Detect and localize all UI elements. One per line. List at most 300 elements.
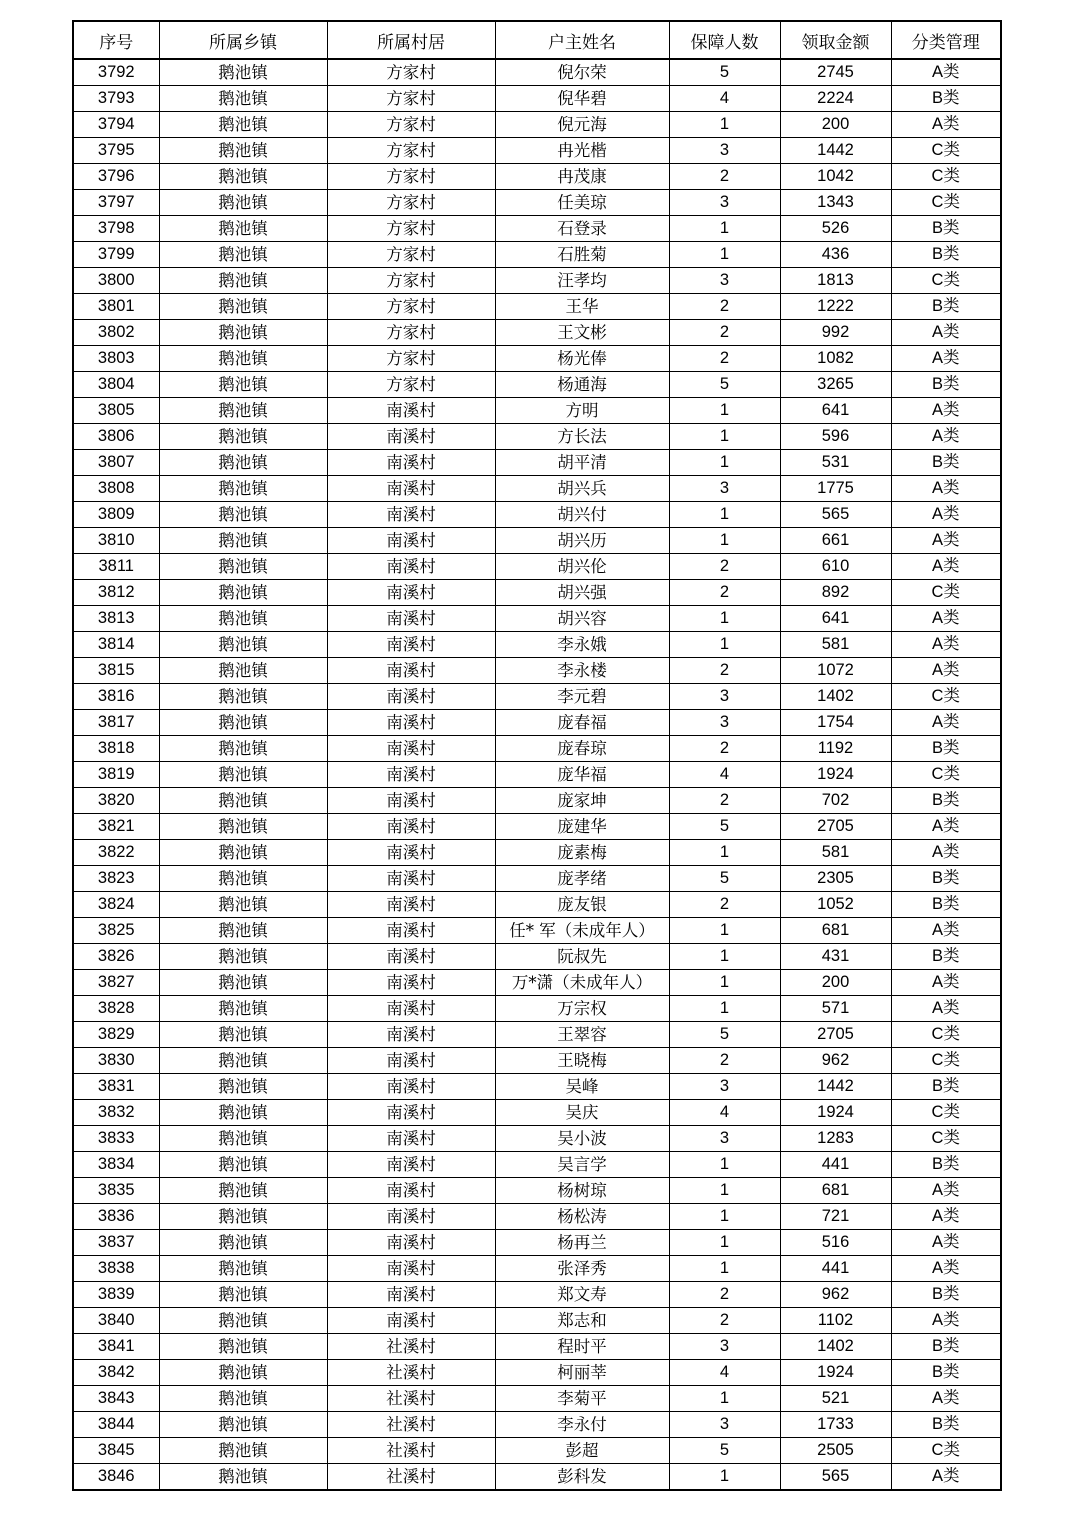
header-seq: 序号 bbox=[73, 21, 159, 59]
amount-cell: 2705 bbox=[780, 814, 891, 840]
amount-cell: 1775 bbox=[780, 476, 891, 502]
category-cell: B类 bbox=[891, 242, 1001, 268]
householder-cell: 王华 bbox=[495, 294, 669, 320]
covered-persons-cell: 2 bbox=[669, 892, 780, 918]
category-cell: A类 bbox=[891, 970, 1001, 996]
amount-cell: 1754 bbox=[780, 710, 891, 736]
householder-cell: 庞素梅 bbox=[495, 840, 669, 866]
seq-cell: 3841 bbox=[73, 1334, 159, 1360]
village-cell: 方家村 bbox=[327, 320, 495, 346]
seq-cell: 3825 bbox=[73, 918, 159, 944]
covered-persons-cell: 5 bbox=[669, 372, 780, 398]
amount-cell: 3265 bbox=[780, 372, 891, 398]
householder-cell: 杨树琼 bbox=[495, 1178, 669, 1204]
householder-cell: 王文彬 bbox=[495, 320, 669, 346]
village-cell: 南溪村 bbox=[327, 1126, 495, 1152]
amount-cell: 1924 bbox=[780, 1360, 891, 1386]
covered-persons-cell: 1 bbox=[669, 606, 780, 632]
householder-cell: 石胜菊 bbox=[495, 242, 669, 268]
town-cell: 鹅池镇 bbox=[159, 1464, 327, 1491]
town-cell: 鹅池镇 bbox=[159, 528, 327, 554]
village-cell: 社溪村 bbox=[327, 1334, 495, 1360]
householder-cell: 倪尔荣 bbox=[495, 59, 669, 86]
householder-cell: 李永娥 bbox=[495, 632, 669, 658]
town-cell: 鹅池镇 bbox=[159, 1282, 327, 1308]
seq-cell: 3809 bbox=[73, 502, 159, 528]
covered-persons-cell: 2 bbox=[669, 788, 780, 814]
seq-cell: 3824 bbox=[73, 892, 159, 918]
covered-persons-cell: 3 bbox=[669, 710, 780, 736]
covered-persons-cell: 5 bbox=[669, 866, 780, 892]
header-covered-persons: 保障人数 bbox=[669, 21, 780, 59]
village-cell: 南溪村 bbox=[327, 840, 495, 866]
category-cell: C类 bbox=[891, 1022, 1001, 1048]
category-cell: A类 bbox=[891, 1204, 1001, 1230]
village-cell: 南溪村 bbox=[327, 1204, 495, 1230]
covered-persons-cell: 3 bbox=[669, 1074, 780, 1100]
amount-cell: 526 bbox=[780, 216, 891, 242]
table-row bbox=[73, 840, 1001, 866]
table-body bbox=[73, 59, 1001, 1490]
householder-cell: 李元碧 bbox=[495, 684, 669, 710]
category-cell: A类 bbox=[891, 398, 1001, 424]
village-cell: 社溪村 bbox=[327, 1360, 495, 1386]
seq-cell: 3838 bbox=[73, 1256, 159, 1282]
town-cell: 鹅池镇 bbox=[159, 814, 327, 840]
householder-cell: 彭超 bbox=[495, 1438, 669, 1464]
village-cell: 南溪村 bbox=[327, 1100, 495, 1126]
village-cell: 南溪村 bbox=[327, 632, 495, 658]
householder-cell: 庞春福 bbox=[495, 710, 669, 736]
village-cell: 方家村 bbox=[327, 294, 495, 320]
amount-cell: 661 bbox=[780, 528, 891, 554]
category-cell: A类 bbox=[891, 528, 1001, 554]
category-cell: A类 bbox=[891, 59, 1001, 86]
village-cell: 南溪村 bbox=[327, 606, 495, 632]
householder-cell: 程时平 bbox=[495, 1334, 669, 1360]
seq-cell: 3837 bbox=[73, 1230, 159, 1256]
table-row bbox=[73, 476, 1001, 502]
covered-persons-cell: 1 bbox=[669, 970, 780, 996]
table-row bbox=[73, 1334, 1001, 1360]
town-cell: 鹅池镇 bbox=[159, 502, 327, 528]
covered-persons-cell: 1 bbox=[669, 528, 780, 554]
category-cell: A类 bbox=[891, 554, 1001, 580]
amount-cell: 1442 bbox=[780, 1074, 891, 1100]
seq-cell: 3840 bbox=[73, 1308, 159, 1334]
covered-persons-cell: 4 bbox=[669, 1360, 780, 1386]
covered-persons-cell: 5 bbox=[669, 1022, 780, 1048]
seq-cell: 3797 bbox=[73, 190, 159, 216]
amount-cell: 565 bbox=[780, 502, 891, 528]
table-row bbox=[73, 372, 1001, 398]
householder-cell: 李永付 bbox=[495, 1412, 669, 1438]
town-cell: 鹅池镇 bbox=[159, 684, 327, 710]
table-row bbox=[73, 1178, 1001, 1204]
amount-cell: 1442 bbox=[780, 138, 891, 164]
covered-persons-cell: 3 bbox=[669, 1334, 780, 1360]
town-cell: 鹅池镇 bbox=[159, 190, 327, 216]
village-cell: 南溪村 bbox=[327, 658, 495, 684]
village-cell: 方家村 bbox=[327, 59, 495, 86]
town-cell: 鹅池镇 bbox=[159, 1178, 327, 1204]
seq-cell: 3819 bbox=[73, 762, 159, 788]
amount-cell: 1222 bbox=[780, 294, 891, 320]
village-cell: 方家村 bbox=[327, 112, 495, 138]
amount-cell: 610 bbox=[780, 554, 891, 580]
table-row bbox=[73, 1230, 1001, 1256]
covered-persons-cell: 1 bbox=[669, 996, 780, 1022]
amount-cell: 962 bbox=[780, 1048, 891, 1074]
amount-cell: 1283 bbox=[780, 1126, 891, 1152]
householder-cell: 杨再兰 bbox=[495, 1230, 669, 1256]
covered-persons-cell: 1 bbox=[669, 1152, 780, 1178]
householder-cell: 方明 bbox=[495, 398, 669, 424]
householder-cell: 任* 军（未成年人） bbox=[495, 918, 669, 944]
amount-cell: 516 bbox=[780, 1230, 891, 1256]
covered-persons-cell: 2 bbox=[669, 320, 780, 346]
category-cell: A类 bbox=[891, 996, 1001, 1022]
seq-cell: 3794 bbox=[73, 112, 159, 138]
householder-cell: 汪孝均 bbox=[495, 268, 669, 294]
category-cell: C类 bbox=[891, 1126, 1001, 1152]
amount-cell: 1813 bbox=[780, 268, 891, 294]
town-cell: 鹅池镇 bbox=[159, 1230, 327, 1256]
town-cell: 鹅池镇 bbox=[159, 970, 327, 996]
amount-cell: 2224 bbox=[780, 86, 891, 112]
table-row bbox=[73, 268, 1001, 294]
village-cell: 南溪村 bbox=[327, 970, 495, 996]
householder-cell: 胡平清 bbox=[495, 450, 669, 476]
category-cell: C类 bbox=[891, 684, 1001, 710]
table-row bbox=[73, 580, 1001, 606]
category-cell: A类 bbox=[891, 112, 1001, 138]
amount-cell: 2305 bbox=[780, 866, 891, 892]
seq-cell: 3815 bbox=[73, 658, 159, 684]
village-cell: 南溪村 bbox=[327, 580, 495, 606]
seq-cell: 3807 bbox=[73, 450, 159, 476]
town-cell: 鹅池镇 bbox=[159, 1256, 327, 1282]
village-cell: 南溪村 bbox=[327, 528, 495, 554]
category-cell: C类 bbox=[891, 268, 1001, 294]
householder-cell: 胡兴伦 bbox=[495, 554, 669, 580]
amount-cell: 962 bbox=[780, 1282, 891, 1308]
covered-persons-cell: 4 bbox=[669, 86, 780, 112]
seq-cell: 3827 bbox=[73, 970, 159, 996]
category-cell: B类 bbox=[891, 1074, 1001, 1100]
seq-cell: 3805 bbox=[73, 398, 159, 424]
seq-cell: 3792 bbox=[73, 59, 159, 86]
amount-cell: 2705 bbox=[780, 1022, 891, 1048]
seq-cell: 3806 bbox=[73, 424, 159, 450]
seq-cell: 3814 bbox=[73, 632, 159, 658]
covered-persons-cell: 4 bbox=[669, 1100, 780, 1126]
town-cell: 鹅池镇 bbox=[159, 450, 327, 476]
seq-cell: 3798 bbox=[73, 216, 159, 242]
town-cell: 鹅池镇 bbox=[159, 1152, 327, 1178]
village-cell: 南溪村 bbox=[327, 944, 495, 970]
header-village: 所属村居 bbox=[327, 21, 495, 59]
seq-cell: 3818 bbox=[73, 736, 159, 762]
village-cell: 方家村 bbox=[327, 138, 495, 164]
town-cell: 鹅池镇 bbox=[159, 1204, 327, 1230]
category-cell: C类 bbox=[891, 762, 1001, 788]
covered-persons-cell: 2 bbox=[669, 658, 780, 684]
covered-persons-cell: 2 bbox=[669, 164, 780, 190]
householder-cell: 吴言学 bbox=[495, 1152, 669, 1178]
seq-cell: 3808 bbox=[73, 476, 159, 502]
table-row bbox=[73, 762, 1001, 788]
householder-cell: 胡兴兵 bbox=[495, 476, 669, 502]
village-cell: 社溪村 bbox=[327, 1412, 495, 1438]
seq-cell: 3802 bbox=[73, 320, 159, 346]
amount-cell: 702 bbox=[780, 788, 891, 814]
category-cell: C类 bbox=[891, 164, 1001, 190]
category-cell: C类 bbox=[891, 190, 1001, 216]
table-row bbox=[73, 138, 1001, 164]
householder-cell: 冉光楷 bbox=[495, 138, 669, 164]
amount-cell: 200 bbox=[780, 112, 891, 138]
village-cell: 方家村 bbox=[327, 268, 495, 294]
householder-cell: 彭科发 bbox=[495, 1464, 669, 1491]
amount-cell: 2745 bbox=[780, 59, 891, 86]
amount-cell: 431 bbox=[780, 944, 891, 970]
category-cell: C类 bbox=[891, 580, 1001, 606]
table-row bbox=[73, 502, 1001, 528]
amount-cell: 641 bbox=[780, 606, 891, 632]
covered-persons-cell: 2 bbox=[669, 736, 780, 762]
town-cell: 鹅池镇 bbox=[159, 1308, 327, 1334]
village-cell: 南溪村 bbox=[327, 710, 495, 736]
householder-cell: 庞建华 bbox=[495, 814, 669, 840]
category-cell: B类 bbox=[891, 450, 1001, 476]
amount-cell: 436 bbox=[780, 242, 891, 268]
category-cell: C类 bbox=[891, 1438, 1001, 1464]
table-row bbox=[73, 294, 1001, 320]
category-cell: A类 bbox=[891, 1386, 1001, 1412]
amount-cell: 1343 bbox=[780, 190, 891, 216]
amount-cell: 1924 bbox=[780, 762, 891, 788]
covered-persons-cell: 2 bbox=[669, 346, 780, 372]
category-cell: A类 bbox=[891, 502, 1001, 528]
town-cell: 鹅池镇 bbox=[159, 1048, 327, 1074]
covered-persons-cell: 3 bbox=[669, 138, 780, 164]
category-cell: A类 bbox=[891, 814, 1001, 840]
seq-cell: 3822 bbox=[73, 840, 159, 866]
covered-persons-cell: 2 bbox=[669, 1308, 780, 1334]
amount-cell: 721 bbox=[780, 1204, 891, 1230]
category-cell: B类 bbox=[891, 944, 1001, 970]
town-cell: 鹅池镇 bbox=[159, 944, 327, 970]
table-row bbox=[73, 1048, 1001, 1074]
town-cell: 鹅池镇 bbox=[159, 294, 327, 320]
covered-persons-cell: 2 bbox=[669, 1048, 780, 1074]
amount-cell: 641 bbox=[780, 398, 891, 424]
householder-cell: 王翠容 bbox=[495, 1022, 669, 1048]
householder-cell: 阮叔先 bbox=[495, 944, 669, 970]
village-cell: 南溪村 bbox=[327, 814, 495, 840]
town-cell: 鹅池镇 bbox=[159, 112, 327, 138]
village-cell: 南溪村 bbox=[327, 554, 495, 580]
category-cell: A类 bbox=[891, 1308, 1001, 1334]
householder-cell: 杨光俸 bbox=[495, 346, 669, 372]
covered-persons-cell: 1 bbox=[669, 398, 780, 424]
table-row bbox=[73, 1438, 1001, 1464]
covered-persons-cell: 2 bbox=[669, 294, 780, 320]
covered-persons-cell: 1 bbox=[669, 424, 780, 450]
seq-cell: 3843 bbox=[73, 1386, 159, 1412]
covered-persons-cell: 1 bbox=[669, 450, 780, 476]
village-cell: 南溪村 bbox=[327, 1152, 495, 1178]
town-cell: 鹅池镇 bbox=[159, 1386, 327, 1412]
table-row bbox=[73, 1308, 1001, 1334]
town-cell: 鹅池镇 bbox=[159, 398, 327, 424]
householder-cell: 万*潇（未成年人） bbox=[495, 970, 669, 996]
town-cell: 鹅池镇 bbox=[159, 164, 327, 190]
householder-cell: 胡兴容 bbox=[495, 606, 669, 632]
amount-cell: 565 bbox=[780, 1464, 891, 1491]
householder-cell: 庞孝绪 bbox=[495, 866, 669, 892]
table-row bbox=[73, 866, 1001, 892]
town-cell: 鹅池镇 bbox=[159, 788, 327, 814]
village-cell: 南溪村 bbox=[327, 1230, 495, 1256]
town-cell: 鹅池镇 bbox=[159, 1022, 327, 1048]
town-cell: 鹅池镇 bbox=[159, 1334, 327, 1360]
table-row bbox=[73, 164, 1001, 190]
village-cell: 社溪村 bbox=[327, 1438, 495, 1464]
table-row bbox=[73, 1282, 1001, 1308]
category-cell: B类 bbox=[891, 1152, 1001, 1178]
category-cell: B类 bbox=[891, 294, 1001, 320]
village-cell: 南溪村 bbox=[327, 1048, 495, 1074]
covered-persons-cell: 1 bbox=[669, 944, 780, 970]
householder-cell: 王晓梅 bbox=[495, 1048, 669, 1074]
covered-persons-cell: 1 bbox=[669, 840, 780, 866]
village-cell: 南溪村 bbox=[327, 476, 495, 502]
category-cell: A类 bbox=[891, 1178, 1001, 1204]
category-cell: A类 bbox=[891, 632, 1001, 658]
table-row bbox=[73, 658, 1001, 684]
householder-cell: 万宗权 bbox=[495, 996, 669, 1022]
householder-cell: 李永楼 bbox=[495, 658, 669, 684]
town-cell: 鹅池镇 bbox=[159, 1126, 327, 1152]
seq-cell: 3842 bbox=[73, 1360, 159, 1386]
householder-cell: 杨松涛 bbox=[495, 1204, 669, 1230]
category-cell: A类 bbox=[891, 320, 1001, 346]
covered-persons-cell: 1 bbox=[669, 1178, 780, 1204]
householder-cell: 石登录 bbox=[495, 216, 669, 242]
town-cell: 鹅池镇 bbox=[159, 59, 327, 86]
covered-persons-cell: 5 bbox=[669, 59, 780, 86]
town-cell: 鹅池镇 bbox=[159, 658, 327, 684]
seq-cell: 3844 bbox=[73, 1412, 159, 1438]
village-cell: 南溪村 bbox=[327, 424, 495, 450]
town-cell: 鹅池镇 bbox=[159, 320, 327, 346]
covered-persons-cell: 1 bbox=[669, 216, 780, 242]
covered-persons-cell: 1 bbox=[669, 112, 780, 138]
householder-cell: 冉茂康 bbox=[495, 164, 669, 190]
covered-persons-cell: 4 bbox=[669, 762, 780, 788]
covered-persons-cell: 2 bbox=[669, 554, 780, 580]
town-cell: 鹅池镇 bbox=[159, 476, 327, 502]
town-cell: 鹅池镇 bbox=[159, 242, 327, 268]
category-cell: B类 bbox=[891, 892, 1001, 918]
village-cell: 南溪村 bbox=[327, 398, 495, 424]
amount-cell: 441 bbox=[780, 1256, 891, 1282]
seq-cell: 3800 bbox=[73, 268, 159, 294]
table-row bbox=[73, 788, 1001, 814]
householder-cell: 杨通海 bbox=[495, 372, 669, 398]
category-cell: B类 bbox=[891, 1282, 1001, 1308]
village-cell: 南溪村 bbox=[327, 918, 495, 944]
village-cell: 方家村 bbox=[327, 86, 495, 112]
seq-cell: 3803 bbox=[73, 346, 159, 372]
amount-cell: 681 bbox=[780, 1178, 891, 1204]
table-row bbox=[73, 1360, 1001, 1386]
amount-cell: 992 bbox=[780, 320, 891, 346]
town-cell: 鹅池镇 bbox=[159, 424, 327, 450]
seq-cell: 3835 bbox=[73, 1178, 159, 1204]
amount-cell: 581 bbox=[780, 632, 891, 658]
category-cell: C类 bbox=[891, 1100, 1001, 1126]
village-cell: 社溪村 bbox=[327, 1464, 495, 1491]
table-row bbox=[73, 1204, 1001, 1230]
covered-persons-cell: 2 bbox=[669, 1282, 780, 1308]
seq-cell: 3832 bbox=[73, 1100, 159, 1126]
seq-cell: 3846 bbox=[73, 1464, 159, 1491]
town-cell: 鹅池镇 bbox=[159, 1074, 327, 1100]
table-row bbox=[73, 814, 1001, 840]
seq-cell: 3830 bbox=[73, 1048, 159, 1074]
householder-cell: 吴小波 bbox=[495, 1126, 669, 1152]
seq-cell: 3823 bbox=[73, 866, 159, 892]
covered-persons-cell: 3 bbox=[669, 1412, 780, 1438]
town-cell: 鹅池镇 bbox=[159, 372, 327, 398]
covered-persons-cell: 3 bbox=[669, 684, 780, 710]
town-cell: 鹅池镇 bbox=[159, 138, 327, 164]
table-row bbox=[73, 554, 1001, 580]
table-row bbox=[73, 112, 1001, 138]
village-cell: 南溪村 bbox=[327, 736, 495, 762]
seq-cell: 3812 bbox=[73, 580, 159, 606]
table-row bbox=[73, 1256, 1001, 1282]
village-cell: 南溪村 bbox=[327, 1178, 495, 1204]
seq-cell: 3793 bbox=[73, 86, 159, 112]
covered-persons-cell: 5 bbox=[669, 1438, 780, 1464]
category-cell: B类 bbox=[891, 1412, 1001, 1438]
table-row bbox=[73, 918, 1001, 944]
village-cell: 南溪村 bbox=[327, 450, 495, 476]
seq-cell: 3816 bbox=[73, 684, 159, 710]
category-cell: A类 bbox=[891, 1464, 1001, 1491]
seq-cell: 3811 bbox=[73, 554, 159, 580]
town-cell: 鹅池镇 bbox=[159, 736, 327, 762]
village-cell: 南溪村 bbox=[327, 1256, 495, 1282]
table-row bbox=[73, 1386, 1001, 1412]
seq-cell: 3834 bbox=[73, 1152, 159, 1178]
table-row bbox=[73, 242, 1001, 268]
amount-cell: 200 bbox=[780, 970, 891, 996]
seq-cell: 3839 bbox=[73, 1282, 159, 1308]
table-row bbox=[73, 606, 1001, 632]
table-row bbox=[73, 1022, 1001, 1048]
amount-cell: 1402 bbox=[780, 1334, 891, 1360]
table-row bbox=[73, 710, 1001, 736]
village-cell: 南溪村 bbox=[327, 762, 495, 788]
village-cell: 南溪村 bbox=[327, 1022, 495, 1048]
amount-cell: 1082 bbox=[780, 346, 891, 372]
table-row bbox=[73, 59, 1001, 86]
